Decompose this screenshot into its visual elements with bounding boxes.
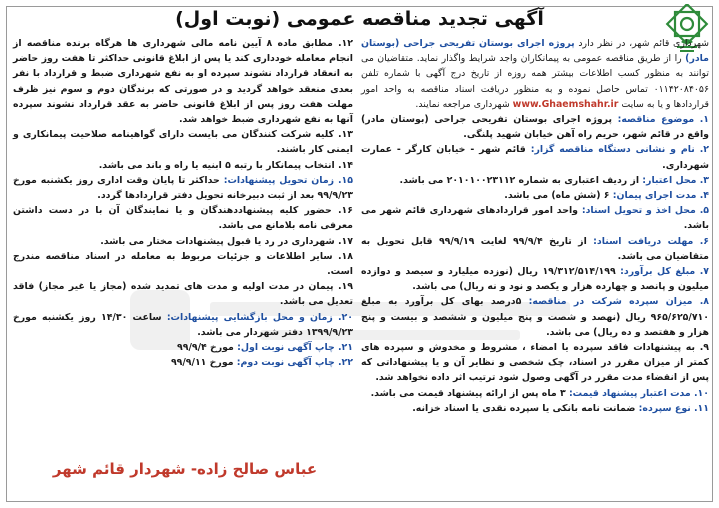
list-item	[361, 173, 709, 188]
list-item	[13, 340, 353, 355]
list-item	[361, 401, 709, 416]
list-item	[13, 173, 353, 203]
list-item	[13, 355, 353, 370]
item-text: قائم شهر - خیابان کارگر - عمارت شهرداری.	[361, 144, 709, 171]
item-text: ۱۲. مطابق ماده ۸ آیین نامه مالی شهرداری ها هرگاه برنده مناقصه از انجام معامله خودداری کند یا پس از ابلاغ قانونی حداکثر تا هفت روز حاضر به انعقاد قرارداد نشوند سپرده او به نفع شهرداری ضبط و قرارداد با نفر بعدی منعقد خواهد گردید و در صورتی که برندگان دوم و سوم نیز ظرف مهلت هفت روز پس از ابلاغ قانونی حاضر به عقد قرارداد نشوند سپرده آنها به نفع شهرداری ضبط خواهد شد.	[13, 38, 353, 126]
item-text: ۱۹. پیمان در مدت اولیه و مدت های تمدید شده (مجاز یا غیر مجاز) فاقد تعدیل می باشد.	[13, 281, 353, 308]
intro-project-name: پروژه اجرای بوستان تفریحی جراحی (بوستان مادر)	[361, 38, 709, 65]
item-text: ۵درصد بهای کل برآورد به مبلغ ۹۶۵/۶۲۵/۷۱۰ ریال (نهصد و شصت و پنج میلیون و ششصد و بیست و پنج هزار و هفتصد و ده ریال) می باشد.	[361, 296, 709, 338]
intro-text-2: را از طریق مناقصه عمومی به پیمانکاران واجد شرایط واگذار نماید. متقاضیان می توانند به منظور کسب اطلاعات بیشتر همه روزه از تاریخ درج آگهی با شماره تلفن ۰۱۱۴۲۰۸۴۰۵۶ تماس حاصل نموده و به منظور دریافت اسناد مناقصه به واحد امور قراردادها و یا به سایت	[361, 53, 709, 110]
left-items-list	[13, 36, 353, 370]
intro-text-1: شهرداری قائم شهر، در نظر دارد	[574, 38, 709, 49]
item-label: ۸. میزان سپرده شرکت در مناقصه:	[528, 296, 710, 308]
item-label: ۱۵. زمان تحویل پیشنهادات:	[223, 174, 353, 186]
website-link[interactable]: www.Ghaemshahr.ir	[512, 98, 619, 110]
item-label: ۶. مهلت دریافت اسناد:	[593, 235, 710, 247]
list-item	[13, 234, 353, 249]
item-label: ۲. نام و نشانی دستگاه مناقصه گزار:	[530, 144, 709, 156]
item-text: ۱۹/۳۱۲/۵۱۴/۱۹۹ ریال (نوزده میلیارد و سیصد و دوازده میلیون و پانصد و چهارده هزار و یکصد و نود و نه ریال) می باشد.	[361, 266, 709, 293]
item-text: ۱۶. حضور کلیه پیشنهاددهندگان و یا نمایندگان آن با در دست داشتن معرفی نامه بلامانع می باشد.	[13, 205, 353, 232]
intro-paragraph	[361, 36, 709, 112]
list-item	[361, 264, 709, 294]
list-item	[13, 127, 353, 157]
list-item	[13, 203, 353, 233]
list-item	[13, 279, 353, 309]
item-label: ۱. موضوع مناقصه:	[617, 114, 709, 126]
item-label: ۵. محل اخذ و تحویل اسناد:	[581, 205, 709, 217]
item-text: ۳ ماه پس از ارائه پیشنهاد قیمت می باشد.	[370, 387, 569, 399]
item-label: ۳. محل اعتبار:	[642, 174, 709, 186]
item-label: ۷. مبلغ کل برآورد:	[620, 266, 709, 278]
item-label: ۲۰. زمان و محل بازگشایی پیشنهادات:	[166, 311, 353, 323]
right-items-list	[361, 112, 709, 416]
list-item	[361, 294, 709, 340]
item-text: ۶ (شش ماه) می باشد.	[504, 190, 613, 202]
item-label: ۱۱. نوع سپرده:	[638, 402, 709, 414]
list-item	[361, 386, 709, 401]
item-text: ۱۸. سایر اطلاعات و جزئیات مربوط به معامله در اسناد مناقصه مندرج است.	[13, 250, 353, 278]
item-text: ضمانت نامه بانکی یا سپرده نقدی یا اسناد خزانه.	[412, 402, 639, 414]
item-text: ۱۷. شهرداری در رد یا قبول پیشنهادات مختار می باشد.	[100, 235, 353, 247]
list-item	[361, 112, 709, 142]
item-text: ۱۳. کلیه شرکت کنندگان می بایست دارای گواهینامه صلاحیت پیمانکاری و ایمنی کار باشند.	[13, 129, 353, 156]
item-text: از ردیف اعتباری به شماره ۲۰۱۰۱۰۰۲۳۱۱۲ می باشد.	[399, 174, 643, 186]
list-item	[361, 142, 709, 172]
item-text: ۱۴. انتخاب پیمانکار با رتبه ۵ ابنیه یا راه و باند می باشد.	[98, 159, 353, 171]
item-text: مورخ ۹۹/۹/۴	[177, 342, 238, 354]
intro-text-3: شهرداری مراجعه نمایند.	[415, 98, 513, 110]
item-text: پروژه اجرای بوستان تفریحی جراحی (بوستان مادر) واقع در قائم شهر، حریم راه آهن خیابان شهید پلنگی.	[361, 114, 709, 141]
list-item	[361, 340, 709, 386]
list-item	[361, 234, 709, 264]
item-text: از تاریخ ۹۹/۹/۴ لغایت ۹۹/۹/۱۹ قابل تحویل به متقاضیان می باشد.	[361, 235, 709, 262]
list-item	[361, 203, 709, 233]
item-text: ۹. به پیشنهادات فاقد سپرده یا امضاء ، مشروط و مخدوش و سپرده های کمتر از میزان مقرر در اسناد، چک شخصی و نظایر آن و یا پیشنهاداتی که پس از انقضاء مدت مقرر در آگهی وصول شود ترتیب اثر داده نخواهد شد.	[361, 342, 709, 384]
item-label: ۴. مدت اجرای پیمان:	[612, 190, 709, 202]
right-column	[361, 36, 709, 500]
item-text: حداکثر تا پایان وقت اداری روز یکشنبه مورخ ۹۹/۹/۲۳ بعد از ثبت دبیرخانه تحویل دفتر قراردادها گردد.	[13, 174, 353, 202]
list-item	[13, 249, 353, 279]
item-label: ۲۲. چاپ آگهی نوبت دوم:	[236, 357, 353, 369]
list-item	[13, 36, 353, 127]
item-text: مورخ ۹۹/۹/۱۱	[170, 357, 237, 369]
list-item	[361, 188, 709, 203]
item-text: ساعت ۱۴/۳۰ روز یکشنبه مورخ ۱۳۹۹/۹/۲۳ دفتر شهردار می باشد.	[13, 311, 353, 338]
item-label: ۱۰. مدت اعتبار پیشنهاد قیمت:	[568, 387, 709, 399]
left-column	[13, 36, 353, 500]
item-text: واحد امور قراردادهای شهرداری قائم شهر می باشد.	[361, 205, 709, 232]
item-label: ۲۱. چاپ آگهی نوبت اول:	[237, 342, 353, 354]
list-item	[13, 158, 353, 173]
notice-title: آگهی تجدید مناقصه عمومی (نوبت اول)	[175, 8, 544, 30]
signature: عباس صالح زاده- شهردار قائم شهر	[52, 460, 318, 478]
list-item	[13, 310, 353, 340]
